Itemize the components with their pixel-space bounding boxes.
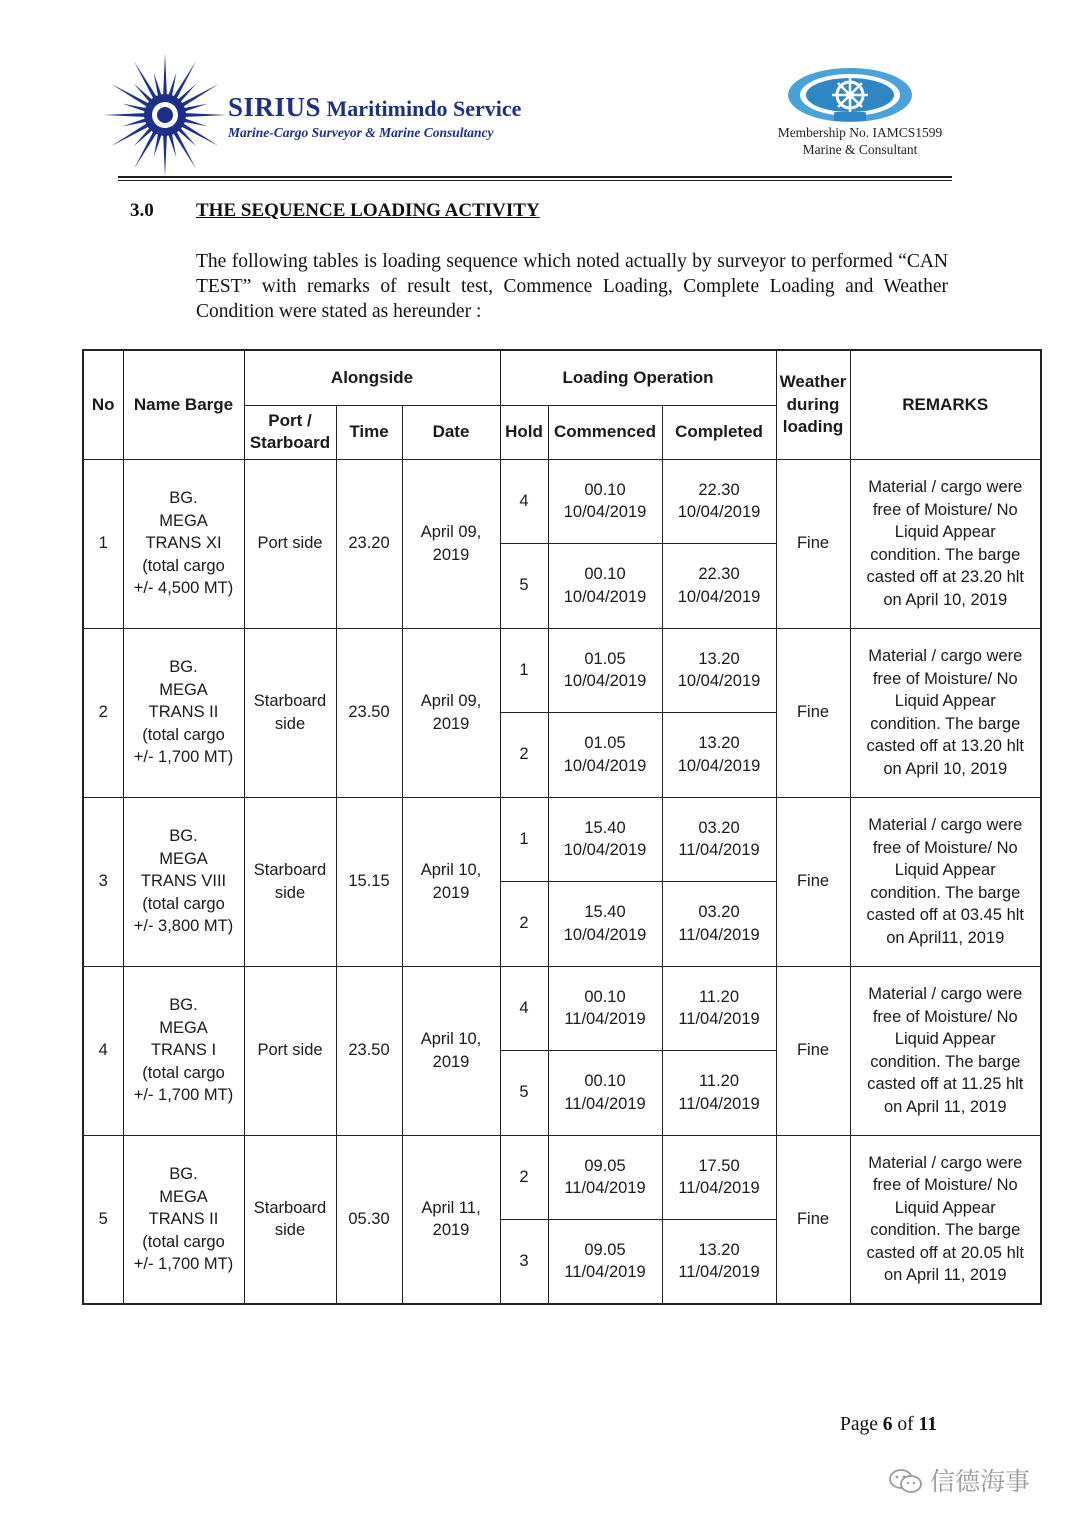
header-name-barge <box>123 350 244 459</box>
remarks-line: Liquid Appear <box>894 1030 996 1048</box>
iamcs-ship-wheel-badge-icon <box>786 66 914 124</box>
remarks-line: free of Moisture/ No <box>872 1007 1018 1026</box>
cell-barge <box>123 966 244 1135</box>
commenced-line: 15.40 <box>584 818 626 837</box>
table-row <box>83 1135 1041 1219</box>
cell-side <box>244 797 336 966</box>
cell-commenced <box>548 1219 662 1304</box>
page-of: of <box>897 1414 914 1435</box>
header-commenced: Commenced <box>548 405 662 459</box>
section-title: THE SEQUENCE LOADING ACTIVITY <box>196 200 540 221</box>
commenced-line: 01.05 <box>584 734 626 752</box>
cell-hold: 4 <box>500 459 548 543</box>
completed-line: 10/04/2019 <box>677 587 761 606</box>
section-number: 3.0 <box>130 200 154 221</box>
side-line: Starboard <box>253 692 327 710</box>
table-row <box>83 628 1041 712</box>
remarks-line: on April 11, 2019 <box>883 1097 1007 1116</box>
cell-hold: 4 <box>500 966 548 1050</box>
header-date: Date <box>402 405 500 459</box>
cell-hold: 2 <box>500 712 548 797</box>
completed-line: 11/04/2019 <box>678 1179 760 1197</box>
cell-barge <box>123 797 244 966</box>
section-intro: The following tables is loading sequence which noted actually by surveyor to performed “CAN TEST” with remarks of result test, Commence Loading, Complete Loading and Weather Condition were stated as hereunder : <box>196 251 948 322</box>
remarks-line: condition. The barge <box>870 545 1021 564</box>
cell-completed <box>662 881 776 966</box>
header-loading-operation: Loading Operation <box>500 350 776 405</box>
barge-line: BG. <box>169 827 198 846</box>
date-line: 2019 <box>432 714 470 733</box>
barge-line: TRANS XI <box>145 534 222 553</box>
header-hold: Hold <box>500 405 548 459</box>
commenced-line: 09.05 <box>584 1156 626 1175</box>
barge-line: (total cargo <box>142 1232 225 1251</box>
cell-remarks <box>850 966 1041 1135</box>
barge-line: (total cargo <box>142 894 225 913</box>
cell-completed <box>662 797 776 881</box>
cell-date <box>402 459 500 628</box>
barge-line: BG. <box>169 1165 198 1183</box>
commenced-line: 10/04/2019 <box>563 503 647 521</box>
side-line: Port side <box>257 534 323 553</box>
remarks-line: Material / cargo were <box>868 647 1023 665</box>
cell-completed <box>662 1135 776 1219</box>
remarks-line: casted off at 23.20 hlt <box>866 568 1024 586</box>
cell-weather: Fine <box>776 797 850 966</box>
remarks-line: free of Moisture/ No <box>872 669 1018 688</box>
remarks-line: on April 11, 2019 <box>883 1266 1007 1285</box>
cell-commenced <box>548 1135 662 1219</box>
cell-time: 05.30 <box>336 1135 402 1304</box>
remarks-line: Material / cargo were <box>868 1153 1023 1172</box>
cell-side <box>244 628 336 797</box>
remarks-line: free of Moisture/ No <box>872 838 1018 857</box>
barge-line: MEGA <box>159 1187 208 1206</box>
date-line: April 09, <box>420 692 482 710</box>
remarks-line: casted off at 11.25 hlt <box>867 1075 1024 1093</box>
commenced-line: 10/04/2019 <box>563 587 647 606</box>
cell-commenced <box>548 1050 662 1135</box>
cell-hold: 5 <box>500 543 548 628</box>
cell-weather: Fine <box>776 1135 850 1304</box>
commenced-line: 00.10 <box>584 565 626 583</box>
cell-commenced <box>548 543 662 628</box>
completed-line: 11/04/2019 <box>678 1010 760 1028</box>
commenced-line: 10/04/2019 <box>563 672 647 690</box>
brand-tagline: Marine-Cargo Surveyor & Marine Consultancy <box>228 125 494 140</box>
cell-no: 2 <box>83 628 123 797</box>
completed-line: 11/04/2019 <box>678 925 760 944</box>
cell-time: 23.50 <box>336 966 402 1135</box>
cell-completed <box>662 966 776 1050</box>
side-line: Port side <box>257 1041 323 1060</box>
cell-commenced <box>548 797 662 881</box>
side-line: Starboard <box>253 1198 327 1217</box>
commenced-line: 11/04/2019 <box>564 1179 646 1197</box>
side-line: Starboard <box>253 861 327 879</box>
barge-line: BG. <box>169 996 198 1015</box>
cell-no: 4 <box>83 966 123 1135</box>
cell-time: 15.15 <box>336 797 402 966</box>
remarks-line: casted off at 20.05 hlt <box>866 1243 1024 1262</box>
cell-completed <box>662 628 776 712</box>
cell-barge <box>123 1135 244 1304</box>
cell-hold: 2 <box>500 881 548 966</box>
wechat-icon <box>888 1468 924 1494</box>
table-row <box>83 459 1041 543</box>
commenced-line: 00.10 <box>584 1072 626 1090</box>
cell-completed <box>662 712 776 797</box>
cell-hold: 1 <box>500 628 548 712</box>
table-row <box>83 966 1041 1050</box>
date-line: April 11, <box>421 1198 481 1217</box>
commenced-line: 10/04/2019 <box>563 756 647 775</box>
barge-line: (total cargo <box>142 725 225 744</box>
date-line: 2019 <box>432 883 470 902</box>
cell-date <box>402 628 500 797</box>
cell-time: 23.50 <box>336 628 402 797</box>
barge-line: MEGA <box>159 680 208 699</box>
header-alongside: Alongside <box>244 350 500 405</box>
membership-number: Membership No. IAMCS1599 <box>777 125 943 140</box>
completed-line: 10/04/2019 <box>677 672 761 690</box>
remarks-line: free of Moisture/ No <box>872 1176 1018 1195</box>
cell-no: 1 <box>83 459 123 628</box>
header-port-starboard: Port / Starboard <box>244 405 336 459</box>
commenced-line: 01.05 <box>584 649 626 668</box>
cell-hold: 3 <box>500 1219 548 1304</box>
cell-barge <box>123 459 244 628</box>
barge-line: +/- 1,700 MT) <box>133 748 234 767</box>
brand-rest: Maritimindo Service <box>326 96 522 121</box>
barge-line: +/- 1,700 MT) <box>133 1255 234 1273</box>
commenced-line: 09.05 <box>584 1240 626 1259</box>
date-line: 2019 <box>432 545 470 564</box>
header-remarks: REMARKS <box>850 350 1041 459</box>
cell-remarks <box>850 1135 1041 1304</box>
date-line: 2019 <box>432 1221 470 1240</box>
table-row <box>83 797 1041 881</box>
cell-time: 23.20 <box>336 459 402 628</box>
cell-remarks <box>850 797 1041 966</box>
barge-line: +/- 1,700 MT) <box>133 1086 234 1105</box>
cell-completed <box>662 543 776 628</box>
cell-hold: 5 <box>500 1050 548 1135</box>
cell-date <box>402 1135 500 1304</box>
remarks-line: on April11, 2019 <box>886 928 1005 947</box>
brand-block <box>228 92 521 141</box>
commenced-line: 15.40 <box>584 903 626 921</box>
remarks-line: condition. The barge <box>870 1052 1021 1071</box>
remarks-line: condition. The barge <box>870 883 1021 902</box>
watermark <box>888 1462 1030 1498</box>
cell-commenced <box>548 881 662 966</box>
completed-line: 22.30 <box>698 565 740 583</box>
remarks-line: Liquid Appear <box>894 861 996 879</box>
cell-commenced <box>548 712 662 797</box>
barge-line: TRANS VIII <box>140 872 227 891</box>
completed-line: 11/04/2019 <box>678 1263 760 1282</box>
page-number <box>840 1414 937 1436</box>
membership-role: Marine & Consultant <box>802 142 918 157</box>
brand-name <box>228 92 521 123</box>
header-name-barge-text: Name Barge <box>133 394 234 414</box>
completed-line: 22.30 <box>698 480 740 499</box>
barge-line: TRANS II <box>148 703 219 722</box>
header-rule <box>118 176 952 178</box>
commenced-line: 11/04/2019 <box>564 1263 646 1282</box>
table-body <box>83 459 1041 1304</box>
commenced-line: 11/04/2019 <box>564 1094 646 1113</box>
cell-hold: 2 <box>500 1135 548 1219</box>
cell-date <box>402 797 500 966</box>
side-line: side <box>274 714 306 733</box>
header-time: Time <box>336 405 402 459</box>
remarks-line: Material / cargo were <box>868 985 1023 1003</box>
barge-line: TRANS I <box>150 1041 217 1060</box>
remarks-line: on April 10, 2019 <box>883 759 1008 778</box>
completed-line: 13.20 <box>698 734 740 752</box>
cell-weather: Fine <box>776 628 850 797</box>
remarks-line: Material / cargo were <box>868 478 1023 496</box>
date-line: April 09, <box>420 523 482 541</box>
completed-line: 10/04/2019 <box>677 756 761 775</box>
remarks-line: Liquid Appear <box>894 692 996 710</box>
barge-line: TRANS II <box>148 1210 219 1228</box>
cell-completed <box>662 1219 776 1304</box>
remarks-line: casted off at 13.20 hlt <box>866 737 1024 755</box>
cell-side <box>244 966 336 1135</box>
page-label: Page <box>840 1414 878 1435</box>
commenced-line: 11/04/2019 <box>564 1010 646 1028</box>
barge-line: MEGA <box>159 1018 208 1037</box>
cell-hold: 1 <box>500 797 548 881</box>
commenced-line: 00.10 <box>584 480 626 499</box>
completed-line: 13.20 <box>698 649 740 668</box>
barge-line: BG. <box>169 489 198 508</box>
page-total: 11 <box>918 1414 937 1435</box>
header-weather: Weather during loading <box>776 350 850 459</box>
completed-line: 11.20 <box>698 1072 740 1090</box>
completed-line: 11/04/2019 <box>678 841 760 859</box>
barge-line: BG. <box>169 658 198 677</box>
completed-line: 17.50 <box>698 1156 740 1175</box>
barge-line: (total cargo <box>142 1063 225 1082</box>
barge-line: +/- 3,800 MT) <box>133 917 234 936</box>
cell-side <box>244 459 336 628</box>
side-line: side <box>274 1221 306 1240</box>
barge-line: MEGA <box>159 849 208 868</box>
cell-side <box>244 1135 336 1304</box>
remarks-line: condition. The barge <box>870 714 1021 733</box>
cell-weather: Fine <box>776 459 850 628</box>
cell-remarks <box>850 628 1041 797</box>
cell-commenced <box>548 628 662 712</box>
remarks-line: Liquid Appear <box>894 523 996 541</box>
remarks-line: Liquid Appear <box>894 1198 996 1217</box>
cell-date <box>402 966 500 1135</box>
completed-line: 10/04/2019 <box>677 503 761 521</box>
completed-line: 03.20 <box>698 903 740 921</box>
cell-no: 3 <box>83 797 123 966</box>
remarks-line: casted off at 03.45 hlt <box>866 906 1024 924</box>
date-line: April 10, <box>420 1030 482 1048</box>
completed-line: 03.20 <box>698 818 740 837</box>
remarks-line: on April 10, 2019 <box>883 590 1008 609</box>
header-completed: Completed <box>662 405 776 459</box>
remarks-line: Material / cargo were <box>868 816 1023 834</box>
header-rule-thin <box>118 180 952 181</box>
header-no: No <box>83 350 123 459</box>
commenced-line: 10/04/2019 <box>563 925 647 944</box>
star-compass-icon <box>100 50 230 180</box>
cell-commenced <box>548 459 662 543</box>
commenced-line: 00.10 <box>584 987 626 1006</box>
remarks-line: condition. The barge <box>870 1221 1021 1240</box>
page-current: 6 <box>882 1414 893 1435</box>
completed-line: 11.20 <box>698 987 740 1006</box>
remarks-line: free of Moisture/ No <box>872 500 1018 519</box>
cell-remarks <box>850 459 1041 628</box>
cell-completed <box>662 459 776 543</box>
cell-completed <box>662 1050 776 1135</box>
barge-line: MEGA <box>159 511 208 530</box>
cell-no: 5 <box>83 1135 123 1304</box>
commenced-line: 10/04/2019 <box>563 841 647 859</box>
date-line: April 10, <box>420 861 482 879</box>
completed-line: 11/04/2019 <box>678 1094 760 1113</box>
membership-info <box>760 124 960 158</box>
cell-barge <box>123 628 244 797</box>
side-line: side <box>274 883 306 902</box>
completed-line: 13.20 <box>698 1240 740 1259</box>
watermark-text: 信德海事 <box>930 1467 1031 1496</box>
date-line: 2019 <box>432 1052 470 1071</box>
brand-sirius: SIRIUS <box>228 92 322 122</box>
barge-line: (total cargo <box>142 556 225 575</box>
cell-commenced <box>548 966 662 1050</box>
cell-weather: Fine <box>776 966 850 1135</box>
barge-line: +/- 4,500 MT) <box>133 579 234 598</box>
loading-sequence-table <box>82 349 1042 1305</box>
